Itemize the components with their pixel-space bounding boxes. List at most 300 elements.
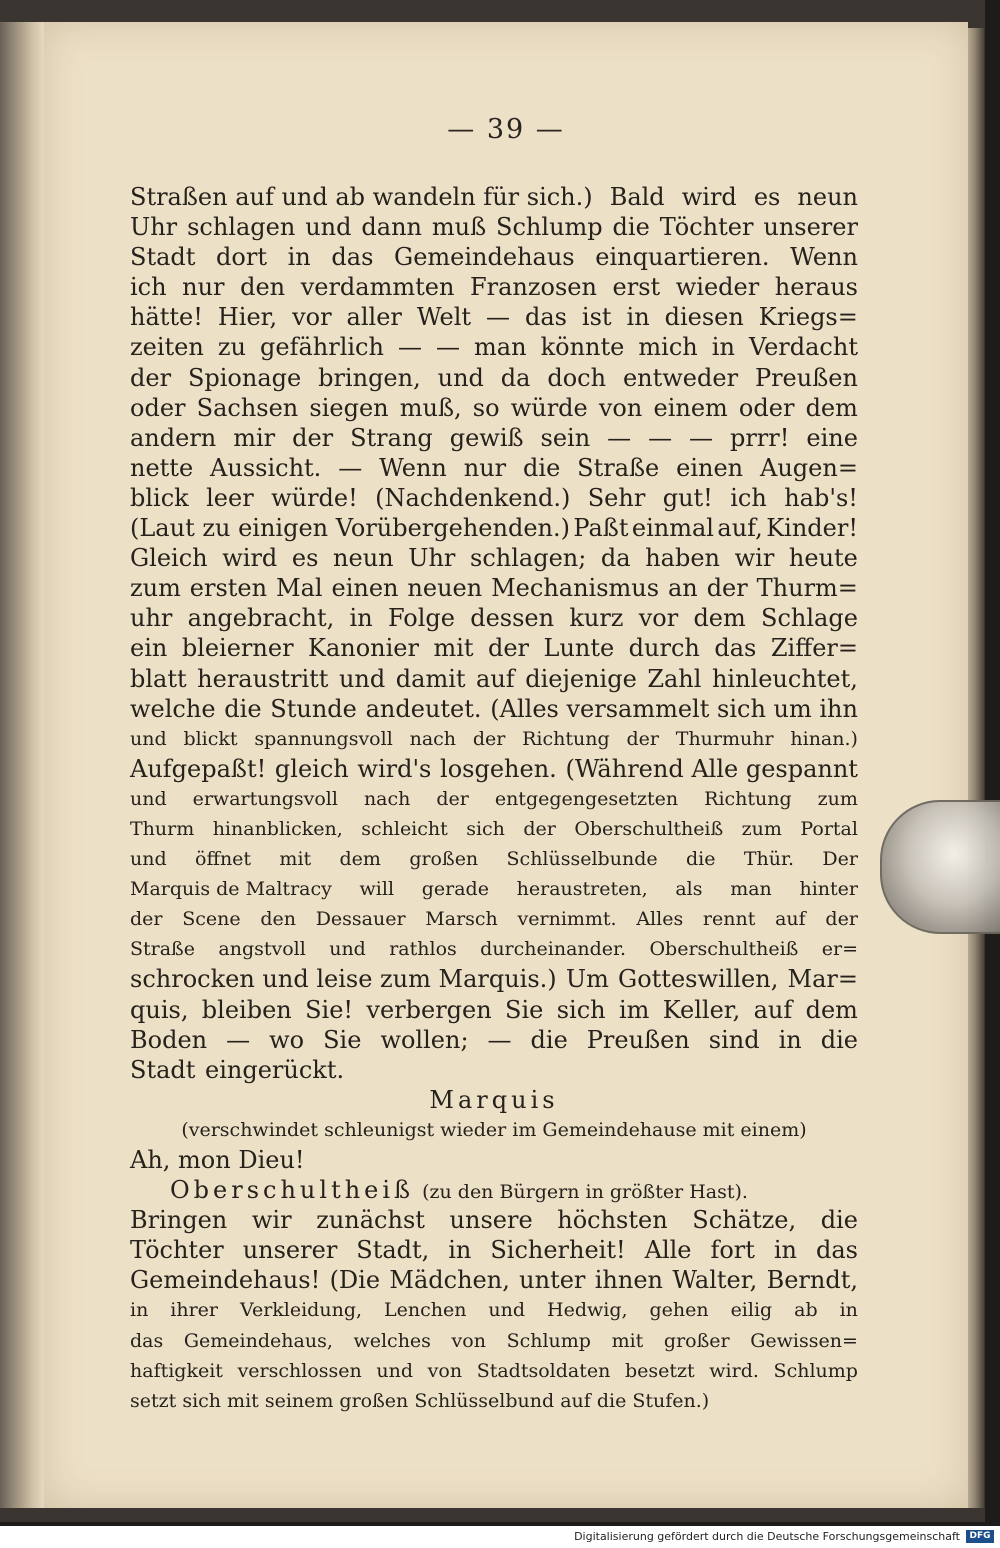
word: im bbox=[618, 995, 650, 1024]
word: gleich bbox=[274, 754, 349, 783]
footer-credit: Digitalisierung gefördert durch die Deutsche Forschungsgemeinschaft bbox=[574, 1530, 960, 1543]
word: diesen bbox=[664, 303, 744, 332]
word: und bbox=[329, 938, 366, 961]
word: dem bbox=[693, 604, 746, 633]
word: den bbox=[240, 273, 286, 302]
word: diejenige bbox=[525, 664, 637, 693]
text-line bbox=[130, 694, 858, 724]
text-line bbox=[130, 995, 858, 1025]
word: hätte! bbox=[130, 303, 203, 332]
dfg-logo: DFG bbox=[966, 1530, 994, 1543]
word: losgehen. bbox=[440, 754, 557, 783]
word: schlagen; bbox=[470, 544, 587, 573]
word: Gewissen= bbox=[750, 1329, 858, 1352]
text-line bbox=[130, 513, 858, 543]
word: da bbox=[500, 363, 531, 392]
word: der bbox=[706, 574, 748, 603]
word: mir bbox=[233, 423, 276, 452]
word: vor bbox=[638, 604, 679, 633]
word: quis, bbox=[130, 995, 189, 1024]
word: Bald bbox=[609, 183, 665, 211]
word: und bbox=[130, 848, 167, 871]
word: Strang bbox=[350, 423, 433, 452]
word: wird bbox=[222, 544, 278, 573]
word: zunächst bbox=[316, 1206, 425, 1235]
word: angebracht, bbox=[187, 604, 335, 633]
word: verbergen bbox=[366, 995, 492, 1024]
word: in bbox=[349, 604, 373, 633]
word: die bbox=[820, 1025, 858, 1054]
text-line bbox=[130, 724, 858, 754]
word: Marquis de Maltracy bbox=[130, 878, 332, 901]
speech-line: Ah, mon Dieu! bbox=[130, 1146, 305, 1174]
word: neuen bbox=[407, 574, 483, 603]
word: Töchter bbox=[659, 213, 754, 242]
word: das bbox=[130, 1329, 164, 1352]
word: Straße bbox=[130, 938, 195, 961]
word: Dessauer bbox=[315, 908, 406, 931]
word: einquartieren. bbox=[595, 243, 770, 272]
word: großen bbox=[409, 848, 479, 871]
word: Schlüsselbunde bbox=[506, 848, 658, 871]
word: wird bbox=[681, 183, 737, 211]
word: da bbox=[600, 544, 631, 573]
stage-direction: (zu den Bürgern in größter Hast). bbox=[422, 1181, 748, 1204]
word: Stunde bbox=[270, 694, 357, 723]
word: Welt bbox=[416, 303, 472, 332]
word: Alle bbox=[644, 1236, 692, 1265]
text-line bbox=[130, 182, 858, 212]
word: auf, bbox=[717, 514, 763, 543]
text-line bbox=[130, 1386, 858, 1416]
word: wieder bbox=[675, 273, 760, 302]
word: Scene bbox=[182, 908, 241, 931]
word: den bbox=[260, 908, 296, 931]
word: so bbox=[472, 393, 500, 422]
word: Gemeindehaus! bbox=[130, 1266, 321, 1295]
word: Paßt bbox=[573, 514, 629, 543]
text-line bbox=[130, 483, 858, 513]
word: dort bbox=[216, 243, 267, 272]
word: Mädchen, bbox=[389, 1266, 510, 1295]
text-line bbox=[130, 844, 858, 874]
word: Wenn bbox=[790, 243, 858, 272]
word: Folge bbox=[387, 604, 455, 633]
word: schrocken und leise zum Marquis.) bbox=[130, 965, 557, 994]
text-line bbox=[130, 934, 858, 964]
word: gefährlich bbox=[260, 333, 384, 362]
text-line bbox=[130, 302, 858, 332]
word: und bbox=[338, 664, 386, 693]
word: Sehr bbox=[587, 483, 646, 512]
word: einmal bbox=[631, 514, 714, 543]
word: in bbox=[711, 333, 735, 362]
word: dem bbox=[805, 393, 858, 422]
word: rathlos bbox=[389, 938, 457, 961]
word: dessen bbox=[470, 604, 555, 633]
word: ersten bbox=[189, 574, 268, 603]
text-line bbox=[130, 784, 858, 814]
word: kurz bbox=[569, 604, 624, 633]
word: wird. bbox=[709, 1359, 759, 1382]
word: das bbox=[714, 634, 757, 663]
word: (Laut zu einigen Vorübergehenden.) bbox=[130, 514, 570, 543]
word: der bbox=[436, 787, 469, 810]
word: angstvoll bbox=[218, 938, 306, 961]
word: zum bbox=[741, 817, 782, 840]
word: bringen, bbox=[318, 363, 421, 392]
word: Stadt, bbox=[356, 1236, 430, 1265]
word: nach bbox=[363, 787, 411, 810]
word: Kriegs= bbox=[758, 303, 858, 332]
word: heute bbox=[788, 544, 858, 573]
word: der bbox=[130, 363, 172, 392]
word: damit bbox=[395, 664, 466, 693]
word: — bbox=[226, 1025, 251, 1054]
word: würde! bbox=[271, 483, 358, 512]
word: in bbox=[839, 1299, 858, 1322]
word: der bbox=[292, 423, 334, 452]
word: Sie! bbox=[305, 995, 354, 1024]
word: Schlump bbox=[773, 1359, 858, 1382]
word: auf bbox=[476, 664, 515, 693]
text-line bbox=[130, 754, 858, 784]
word: Sie bbox=[323, 1025, 362, 1054]
word: andeutet. bbox=[365, 694, 482, 723]
scanner-thumb-clip bbox=[880, 800, 1000, 934]
stage-direction: (verschwindet schleunigst wieder im Gemeindehause mit einem) bbox=[181, 1118, 807, 1141]
word: gut! bbox=[662, 483, 713, 512]
word: die bbox=[523, 453, 561, 482]
text-line bbox=[130, 242, 858, 272]
word: gewiß bbox=[449, 423, 524, 452]
text-line bbox=[130, 363, 858, 393]
word: dann bbox=[361, 213, 422, 242]
word: spannungsvoll bbox=[254, 727, 393, 750]
text-line bbox=[130, 1265, 858, 1295]
word: — bbox=[487, 1025, 512, 1054]
word: der bbox=[130, 908, 163, 931]
word: Berndt, bbox=[766, 1266, 858, 1295]
book-page bbox=[44, 22, 968, 1508]
word: und bbox=[305, 213, 352, 242]
word: Gemeindehaus, bbox=[183, 1329, 333, 1352]
word: oder bbox=[130, 393, 186, 422]
word: welche bbox=[130, 694, 216, 723]
word: hinanblicken, bbox=[212, 817, 343, 840]
word: Töchter bbox=[130, 1236, 224, 1265]
word: welches bbox=[353, 1329, 431, 1352]
word: das bbox=[524, 303, 567, 332]
word: — bbox=[436, 333, 460, 362]
word: wo bbox=[269, 1025, 305, 1054]
word: eine bbox=[806, 423, 858, 452]
word: Lunte bbox=[543, 634, 615, 663]
word: der bbox=[472, 727, 506, 750]
word: Mal bbox=[276, 574, 323, 603]
word: haftigkeit bbox=[130, 1359, 223, 1382]
word: ich bbox=[730, 483, 767, 512]
word: neun bbox=[333, 544, 394, 573]
word: hab's! bbox=[784, 483, 858, 512]
text-line bbox=[130, 393, 858, 423]
word: unserer bbox=[242, 1236, 338, 1265]
word: Lenchen bbox=[383, 1299, 467, 1322]
word: zu bbox=[217, 333, 246, 362]
word: von bbox=[451, 1329, 486, 1352]
text-line bbox=[130, 543, 858, 573]
text-line bbox=[130, 964, 858, 994]
word: heraus bbox=[774, 273, 858, 302]
text-line bbox=[130, 603, 858, 633]
word: die bbox=[820, 1206, 858, 1235]
word: prrr! bbox=[729, 423, 790, 452]
word: — bbox=[338, 453, 363, 482]
word: in bbox=[773, 1236, 797, 1265]
word: Verdacht bbox=[748, 333, 858, 362]
word: hinleuchtet, bbox=[711, 664, 858, 693]
word: andern bbox=[130, 423, 217, 452]
text-line bbox=[130, 1055, 858, 1085]
text-line bbox=[130, 633, 858, 663]
word: Franzosen bbox=[469, 273, 597, 302]
word: man bbox=[730, 878, 772, 901]
word: heraustritt bbox=[197, 664, 329, 693]
word: Straßen auf und ab wandeln für sich.) bbox=[130, 183, 593, 211]
word: doch bbox=[547, 363, 607, 392]
text-line bbox=[130, 874, 858, 904]
word: (Nachdenkend.) bbox=[375, 483, 571, 512]
word: nur bbox=[182, 273, 225, 302]
word: Oberschultheiß bbox=[649, 938, 799, 961]
word: (Während Alle gespannt bbox=[565, 754, 858, 783]
word: — bbox=[648, 423, 673, 452]
word: besetzt bbox=[624, 1359, 695, 1382]
word: Stadt bbox=[130, 1055, 196, 1084]
text-line bbox=[130, 1205, 858, 1235]
word: und bbox=[130, 727, 167, 750]
word: Thurm= bbox=[756, 574, 858, 603]
word: Oberschultheiß bbox=[574, 817, 724, 840]
word: vernimmt. bbox=[517, 908, 617, 931]
word: Marsch bbox=[425, 908, 498, 931]
word: heraustreten, bbox=[516, 878, 648, 901]
word: und bbox=[437, 363, 484, 392]
word: sind bbox=[708, 1025, 760, 1054]
word: hinan.) bbox=[790, 727, 858, 750]
word: sich bbox=[466, 817, 505, 840]
text-line bbox=[130, 814, 858, 844]
word: — bbox=[397, 333, 422, 362]
text-line bbox=[130, 1235, 858, 1265]
word: nach bbox=[409, 727, 457, 750]
word: — bbox=[486, 303, 511, 332]
word: Thür. bbox=[743, 848, 794, 871]
word: sein bbox=[540, 423, 591, 452]
word: Zahl bbox=[647, 664, 702, 693]
word: von bbox=[427, 1359, 463, 1382]
word: will bbox=[359, 878, 395, 901]
word: Thurm bbox=[130, 817, 195, 840]
word: blickt bbox=[183, 727, 238, 750]
word: (Alles versammelt sich um ihn bbox=[490, 694, 858, 723]
word: Wenn bbox=[379, 453, 447, 482]
word: erst bbox=[612, 273, 661, 302]
word: muß bbox=[431, 213, 487, 242]
word: einen bbox=[676, 453, 744, 482]
word: Der bbox=[822, 848, 858, 871]
word: schlagen bbox=[187, 213, 296, 242]
word: mit bbox=[433, 634, 474, 663]
word: Augen= bbox=[760, 453, 858, 482]
word: Alles bbox=[636, 908, 684, 931]
text-line bbox=[130, 664, 858, 694]
word: oder bbox=[738, 393, 795, 422]
word: der bbox=[523, 817, 556, 840]
word: Gotteswillen, bbox=[618, 965, 779, 994]
word: Aufgepaßt! bbox=[130, 754, 267, 783]
word: Uhr bbox=[130, 213, 178, 242]
word: Richtung bbox=[522, 727, 610, 750]
word: die bbox=[530, 1025, 568, 1054]
word: gehen bbox=[649, 1299, 709, 1322]
word: einem bbox=[653, 393, 728, 422]
word: Portal bbox=[800, 817, 858, 840]
word: Schlump bbox=[496, 213, 603, 242]
word: großer bbox=[663, 1329, 730, 1352]
word: das bbox=[815, 1236, 858, 1265]
word: Bringen bbox=[130, 1206, 228, 1235]
word: die bbox=[685, 848, 716, 871]
page-number: — 39 — bbox=[447, 114, 565, 145]
word: ein bbox=[130, 634, 168, 663]
word: — bbox=[607, 423, 632, 452]
word: bleierner bbox=[181, 634, 294, 663]
word: das bbox=[331, 243, 374, 272]
page-text bbox=[130, 182, 858, 1416]
text-line bbox=[130, 212, 858, 242]
footer-bar bbox=[0, 1526, 1000, 1548]
word: Um bbox=[565, 965, 609, 994]
word: unsere bbox=[449, 1206, 533, 1235]
word: leer bbox=[206, 483, 254, 512]
word: zeiten bbox=[130, 333, 204, 362]
word: Aussicht. bbox=[210, 453, 322, 482]
text-line bbox=[130, 573, 858, 603]
word: blatt bbox=[130, 664, 187, 693]
word: es bbox=[291, 544, 319, 573]
word: verdammten bbox=[300, 273, 455, 302]
speaker-name: Oberschultheiß bbox=[170, 1176, 415, 1205]
word: unserer bbox=[763, 213, 858, 242]
word: Richtung bbox=[704, 787, 792, 810]
word: dem bbox=[805, 995, 858, 1024]
speaker-name: Marquis bbox=[429, 1085, 559, 1114]
word: Sicherheit! bbox=[490, 1236, 626, 1265]
word: Thurmuhr bbox=[675, 727, 774, 750]
word: schleicht bbox=[361, 817, 448, 840]
word: ich bbox=[130, 273, 167, 302]
word: der bbox=[825, 908, 858, 931]
word: in bbox=[287, 243, 311, 272]
word: würde bbox=[510, 393, 588, 422]
word: durch bbox=[628, 634, 700, 663]
word: auf bbox=[775, 908, 806, 931]
word: und bbox=[130, 787, 167, 810]
word: der bbox=[626, 727, 659, 750]
word: blick bbox=[130, 483, 189, 512]
text-line bbox=[130, 272, 858, 302]
word: wollen; bbox=[380, 1025, 469, 1054]
word: Kanonier bbox=[308, 634, 419, 663]
text-line bbox=[130, 1295, 858, 1325]
word: es bbox=[753, 183, 781, 211]
word: Mar= bbox=[787, 965, 858, 994]
word: mich bbox=[638, 333, 698, 362]
word: Gleich bbox=[130, 544, 208, 573]
word: haben bbox=[645, 544, 720, 573]
word: Schlage bbox=[761, 604, 858, 633]
text-line bbox=[130, 904, 858, 934]
word: Sachsen bbox=[196, 393, 299, 422]
word: die bbox=[612, 213, 650, 242]
word: Gemeindehaus bbox=[394, 243, 575, 272]
word: in bbox=[778, 1025, 802, 1054]
word: uhr bbox=[130, 604, 173, 633]
word: ihnen bbox=[594, 1266, 663, 1295]
word: gerade bbox=[421, 878, 489, 901]
word: öffnet bbox=[195, 848, 252, 871]
word: ihrer bbox=[170, 1299, 219, 1322]
word: erwartungsvoll bbox=[192, 787, 338, 810]
word: der bbox=[487, 634, 530, 663]
word: Ziffer= bbox=[770, 634, 858, 663]
word: verschlossen bbox=[237, 1359, 362, 1382]
word: auf bbox=[753, 995, 793, 1024]
word: Preußen bbox=[754, 363, 858, 392]
word: an bbox=[668, 574, 698, 603]
word: Walter, bbox=[672, 1266, 758, 1295]
word: Mechanismus bbox=[491, 574, 660, 603]
word: Uhr bbox=[408, 544, 456, 573]
word: Sie bbox=[505, 995, 544, 1024]
word: Hier, bbox=[217, 303, 278, 332]
word: setzt sich mit seinem großen Schlüsselbund auf die Stufen.) bbox=[130, 1389, 710, 1412]
word: Verkleidung, bbox=[239, 1299, 363, 1322]
word: die bbox=[224, 694, 262, 723]
word: eingerückt. bbox=[205, 1055, 345, 1084]
word: in bbox=[448, 1236, 472, 1265]
word: eilig bbox=[730, 1299, 773, 1322]
word: wir bbox=[734, 544, 775, 573]
word: mit bbox=[611, 1329, 644, 1352]
word: durcheinander. bbox=[480, 938, 627, 961]
word: neun bbox=[797, 183, 858, 211]
word: Boden bbox=[130, 1025, 208, 1054]
word: Hedwig, bbox=[547, 1299, 628, 1322]
word: sich bbox=[556, 995, 606, 1024]
word: entweder bbox=[622, 363, 739, 392]
word: er= bbox=[821, 938, 858, 961]
word: höchsten bbox=[557, 1206, 668, 1235]
word: nur bbox=[463, 453, 507, 482]
word: mit bbox=[279, 848, 312, 871]
word: und bbox=[376, 1359, 414, 1382]
word: rennt bbox=[702, 908, 756, 931]
text-line bbox=[130, 453, 858, 483]
word: Stadtsoldaten bbox=[476, 1359, 611, 1382]
word: ist bbox=[581, 303, 612, 332]
